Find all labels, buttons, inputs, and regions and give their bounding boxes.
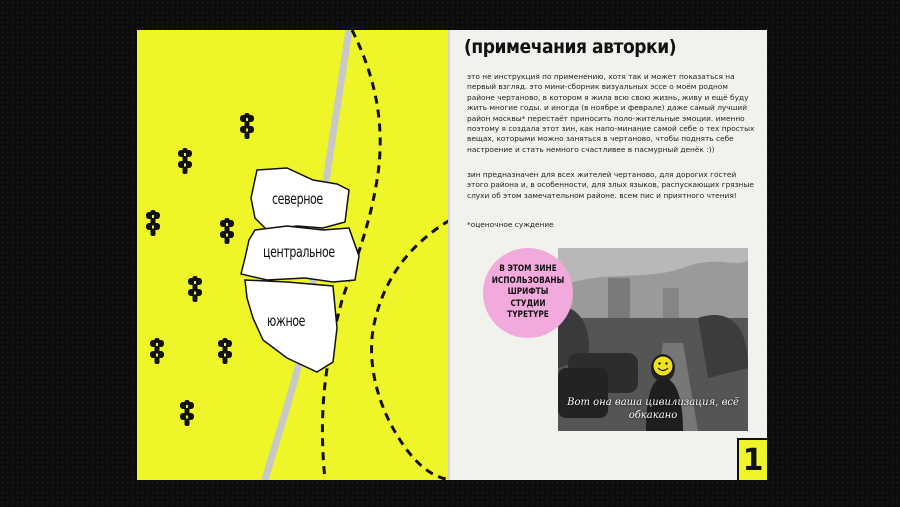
tree-icon xyxy=(240,113,254,139)
notes-page xyxy=(450,30,767,480)
walking-path xyxy=(372,220,450,480)
smiley-icon xyxy=(653,356,673,376)
tree-icon xyxy=(220,218,234,244)
badge-text: В ЭТОМ ЗИНЕ ИСПОЛЬЗОВАНЫ ШРИФТЫ СТУДИИ TYPETYPE xyxy=(491,264,565,321)
fonts-badge xyxy=(483,248,573,338)
tree-icon xyxy=(146,210,160,236)
photo-caption: Вот она ваша цивилизация, всё обкакано xyxy=(567,397,739,421)
street-photo xyxy=(558,248,748,431)
tree-icon xyxy=(218,338,232,364)
tree-icon xyxy=(180,400,194,426)
district-label-north: северное xyxy=(272,190,323,208)
audience-paragraph: зин предназначен для всех жителей чертаново, для дорогих гостей этого района и, в особенности, для злых языков, распускающих грязные слухи об этом замечательном районе. всем пис и приятного чтения! xyxy=(467,170,754,200)
district-label-central: центральное xyxy=(263,243,335,261)
district-label-south: южное xyxy=(267,312,306,330)
map-page xyxy=(137,30,450,480)
zine-spread xyxy=(137,30,767,480)
intro-paragraph: это не инструкция по применению, хотя так и может показаться на первый взгляд. это мини-сборник визуальных эссе о моём родном районе чертаново, в котором я жила всю свою жизнь, живу и ещё буду жить многие годы. и иногда (в ноябре и феврале) даже самый лучший район москвы* перестаёт приносить поло-жительные эмоции. именно поэтому я создала этот зин, как напо-минание самой себе о тех простых вещах, которыми можно заняться в чертаново, чтобы поднять себе настроение и стать немного счастливее в пасмурный денёк :)) xyxy=(467,72,755,154)
footnote: *оценочное суждение xyxy=(467,220,554,229)
tree-icon xyxy=(178,148,192,174)
page-number: 1 xyxy=(737,438,767,480)
tree-icon xyxy=(188,276,202,302)
page-title: (примечания авторки) xyxy=(464,36,677,58)
tree-icon xyxy=(150,338,164,364)
